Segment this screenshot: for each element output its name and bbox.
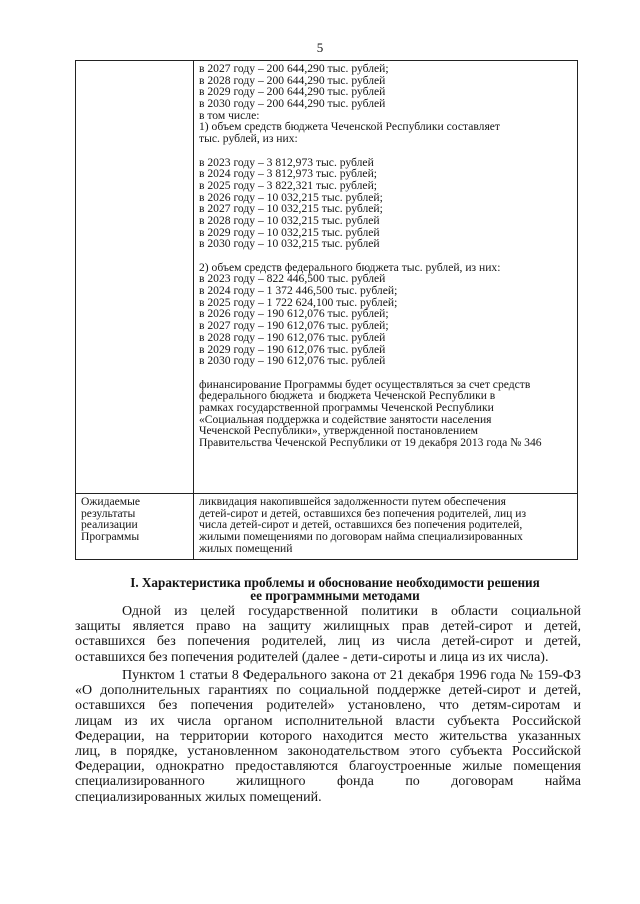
financing-line: в 2030 году – 10 032,215 тыс. рублей <box>199 237 380 251</box>
financing-line: Чеченской Республики», утвержденной постановлением <box>199 424 478 438</box>
financing-line: «Социальная поддержка и содействие занятости населения <box>199 412 492 426</box>
financing-line: в 2025 году – 3 822,321 тыс. рублей; <box>199 178 378 192</box>
financing-line: в 2027 году – 200 644,290 тыс. рублей; <box>199 62 389 75</box>
financing-line: финансирование Программы будет осуществляться за счет средств <box>199 377 531 391</box>
financing-line: федерального бюджета и бюджета Чеченской Республики в <box>199 389 496 403</box>
financing-line: в 2027 году – 190 612,076 тыс. рублей; <box>199 319 389 333</box>
results-label-line: реализации <box>81 518 138 532</box>
paragraph2-line: Федерации, однократно предоставляются благоустроенные жилые помещения <box>75 759 581 775</box>
financing-line: в 2024 году – 1 372 446,500 тыс. рублей; <box>199 284 398 298</box>
financing-line <box>199 145 542 157</box>
results-line: числа детей-сирот и детей, оставшихся без попечения родителей, <box>199 518 523 532</box>
financing-line: в 2029 году – 190 612,076 тыс. рублей <box>199 342 386 356</box>
financing-line: в 2030 году – 190 612,076 тыс. рублей <box>199 354 386 368</box>
paragraph2-line: Федерации, на территории которого находится место жительства указанных <box>75 728 581 744</box>
page-number: 5 <box>316 40 324 55</box>
paragraph1-line: защиты является право на защиту жилищных прав детей-сирот и детей, <box>75 619 581 635</box>
budget-table <box>75 60 578 560</box>
financing-line: в 2025 году – 1 722 624,100 тыс. рублей; <box>199 295 398 309</box>
financing-line: 1) объем средств бюджета Чеченской Республики составляет <box>199 120 500 134</box>
financing-line: в 2028 году – 190 612,076 тыс. рублей <box>199 330 386 344</box>
results-label-line: результаты <box>81 506 136 520</box>
financing-line: в 2029 году – 10 032,215 тыс. рублей <box>199 225 380 239</box>
section-heading-line: ее программными методами <box>250 588 420 603</box>
financing-line: в 2026 году – 10 032,215 тыс. рублей; <box>199 190 383 204</box>
paragraph2-line: специализированных жилых помещений. <box>75 789 322 805</box>
results-line: жилыми помещениями по договорам найма специализированных <box>199 530 523 544</box>
table-left-column <box>76 61 194 559</box>
financing-line: в 2029 году – 200 644,290 тыс. рублей <box>199 85 386 99</box>
expected-results-label <box>81 496 140 543</box>
paragraph-1 <box>75 604 581 665</box>
financing-line: в 2023 году – 3 812,973 тыс. рублей <box>199 155 374 169</box>
paragraph2-line: специализированного жилищного фонда по договорам найма <box>75 774 581 790</box>
results-label-line: Ожидаемые <box>81 495 141 508</box>
financing-line <box>199 250 542 262</box>
financing-line: Правительства Чеченской Республики от 19 декабря 2013 года № 346 <box>199 436 542 449</box>
financing-line: в 2023 году – 822 446,500 тыс. рублей <box>199 272 386 286</box>
paragraph2-line: лиц, в порядке, установленном законодательством этого субъекта Российской <box>75 744 581 760</box>
paragraph1-line: оставшихся без попечения родителей, лиц из числа детей-сирот и детей, <box>75 634 581 650</box>
paragraph2-line: «О дополнительных гарантиях по социальной поддержке детей-сирот и детей, <box>75 683 581 699</box>
financing-line: тыс. рублей, из них: <box>199 132 298 146</box>
table-row-divider <box>76 493 577 494</box>
paragraph2-line: Пунктом 1 статьи 8 Федерального закона от 21 декабря 1996 года № 159-ФЗ <box>122 668 581 683</box>
financing-line: в 2028 году – 10 032,215 тыс. рублей <box>199 213 380 227</box>
financing-line: в 2024 году – 3 812,973 тыс. рублей; <box>199 167 378 181</box>
paragraph2-line: лицам из их числа органом исполнительной власти субъекта Российской <box>75 713 581 729</box>
financing-cell <box>199 63 542 449</box>
financing-line: в 2030 году – 200 644,290 тыс. рублей <box>199 97 386 111</box>
results-label-line: Программы <box>81 530 140 544</box>
results-line: ликвидация накопившейся задолженности путем обеспечения <box>199 495 506 508</box>
results-line: детей-сирот и детей, оставшихся без попечения родителей, лиц из <box>199 506 527 520</box>
section-heading <box>90 576 580 602</box>
financing-line: в 2027 году – 10 032,215 тыс. рублей; <box>199 202 383 216</box>
paragraph-2 <box>75 668 581 805</box>
financing-line: рамках государственной программы Чеченской Республики <box>199 400 494 414</box>
results-line: жилых помещений <box>199 541 293 555</box>
financing-line: в том числе: <box>199 108 260 122</box>
section-heading-line: I. Характеристика проблемы и обоснование необходимости решения <box>130 575 540 590</box>
paragraph1-line: оставшихся без попечения родителей (далее - дети-сироты и лица из их числа). <box>75 649 549 665</box>
financing-line <box>199 367 542 379</box>
expected-results-cell <box>199 496 526 554</box>
paragraph2-line: оставшихся без попечения родителей» установлено, что детям-сиротам и <box>75 698 581 714</box>
financing-line: в 2026 году – 190 612,076 тыс. рублей; <box>199 307 389 321</box>
financing-line: в 2028 году – 200 644,290 тыс. рублей <box>199 73 386 87</box>
financing-line: 2) объем средств федерального бюджета тыс. рублей, из них: <box>199 260 501 274</box>
paragraph1-line: Одной из целей государственной политики в области социальной <box>122 604 581 619</box>
